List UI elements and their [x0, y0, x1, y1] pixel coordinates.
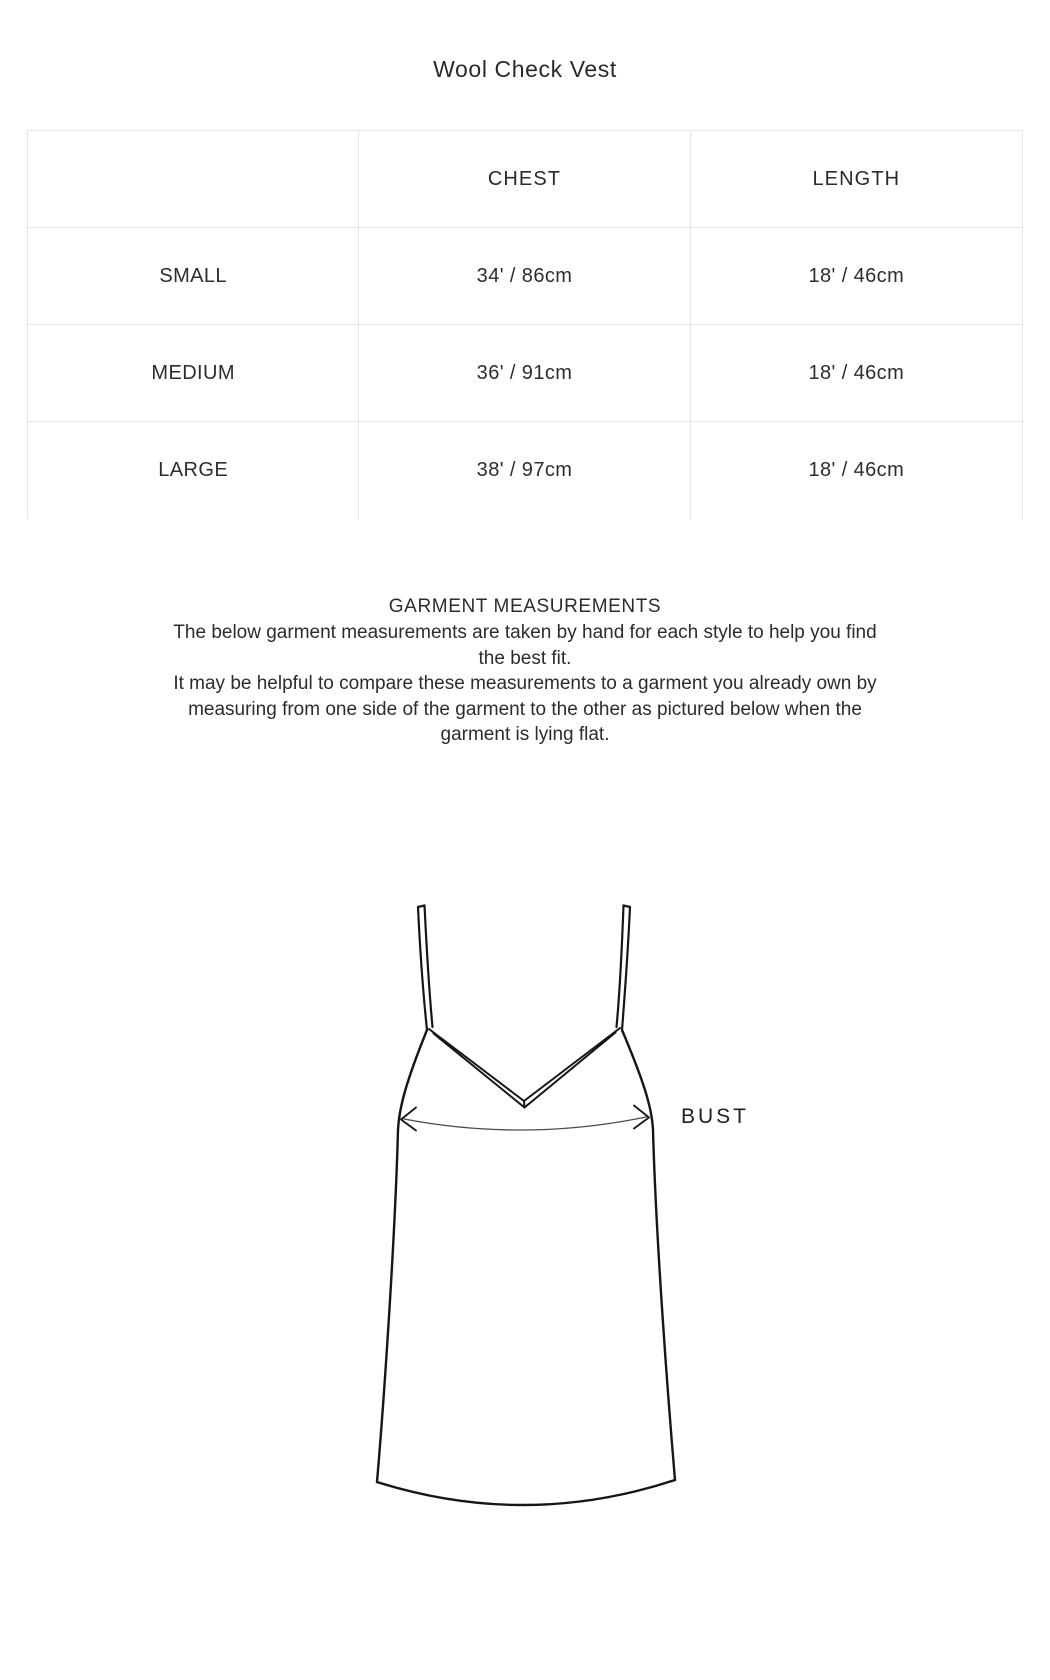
page-title: Wool Check Vest: [433, 56, 617, 82]
chest-value-small: 34' / 86cm: [359, 228, 690, 324]
measurements-paragraph-line: It may be helpful to compare these measurements to a garment you already own by: [173, 673, 877, 694]
garment-measurements-heading: GARMENT MEASUREMENTS: [388, 596, 662, 617]
garment-diagram: [0, 880, 1050, 1540]
left-strap-line: [418, 906, 433, 1031]
neckline-line: [429, 1028, 620, 1108]
size-label-small: SMALL: [28, 228, 359, 324]
length-value-large: 18' / 46cm: [808, 459, 905, 481]
size-table: [27, 130, 1023, 519]
length-value-medium: 18' / 46cm: [808, 361, 905, 384]
table-row: [28, 422, 1022, 519]
bust-measurement-arrow: [401, 1106, 649, 1131]
size-table-header-row: [28, 131, 1022, 228]
body-outline: [377, 1030, 675, 1505]
chest-value-large: 38' / 97cm: [359, 422, 690, 519]
right-strap-line: [617, 906, 631, 1031]
size-table-header-chest: CHEST: [359, 131, 690, 227]
bust-label: BUST: [681, 1105, 750, 1128]
arrow-left-icon: [401, 1108, 416, 1131]
size-label-large: LARGE: [28, 422, 359, 519]
measurements-paragraph-line: the best fit.: [478, 647, 572, 669]
measurements-paragraph-line: measuring from one side of the garment to the other as pictured below when the: [188, 698, 862, 720]
measurements-paragraph-line: The below garment measurements are taken by hand for each style to help you find: [173, 622, 877, 643]
hem-line: [377, 1480, 675, 1505]
table-row: [28, 325, 1022, 422]
size-table-header-length: LENGTH: [812, 167, 901, 190]
garment-measurements-section: [0, 594, 1050, 748]
length-value-small: 18' / 46cm: [808, 264, 905, 287]
arrow-right-icon: [634, 1106, 649, 1129]
size-label-medium: MEDIUM: [28, 325, 359, 421]
table-row: [28, 228, 1022, 325]
size-table-header-empty: [28, 131, 359, 227]
measurements-paragraph-line: garment is lying flat.: [440, 724, 610, 745]
chest-value-medium: 36' / 91cm: [359, 325, 690, 421]
